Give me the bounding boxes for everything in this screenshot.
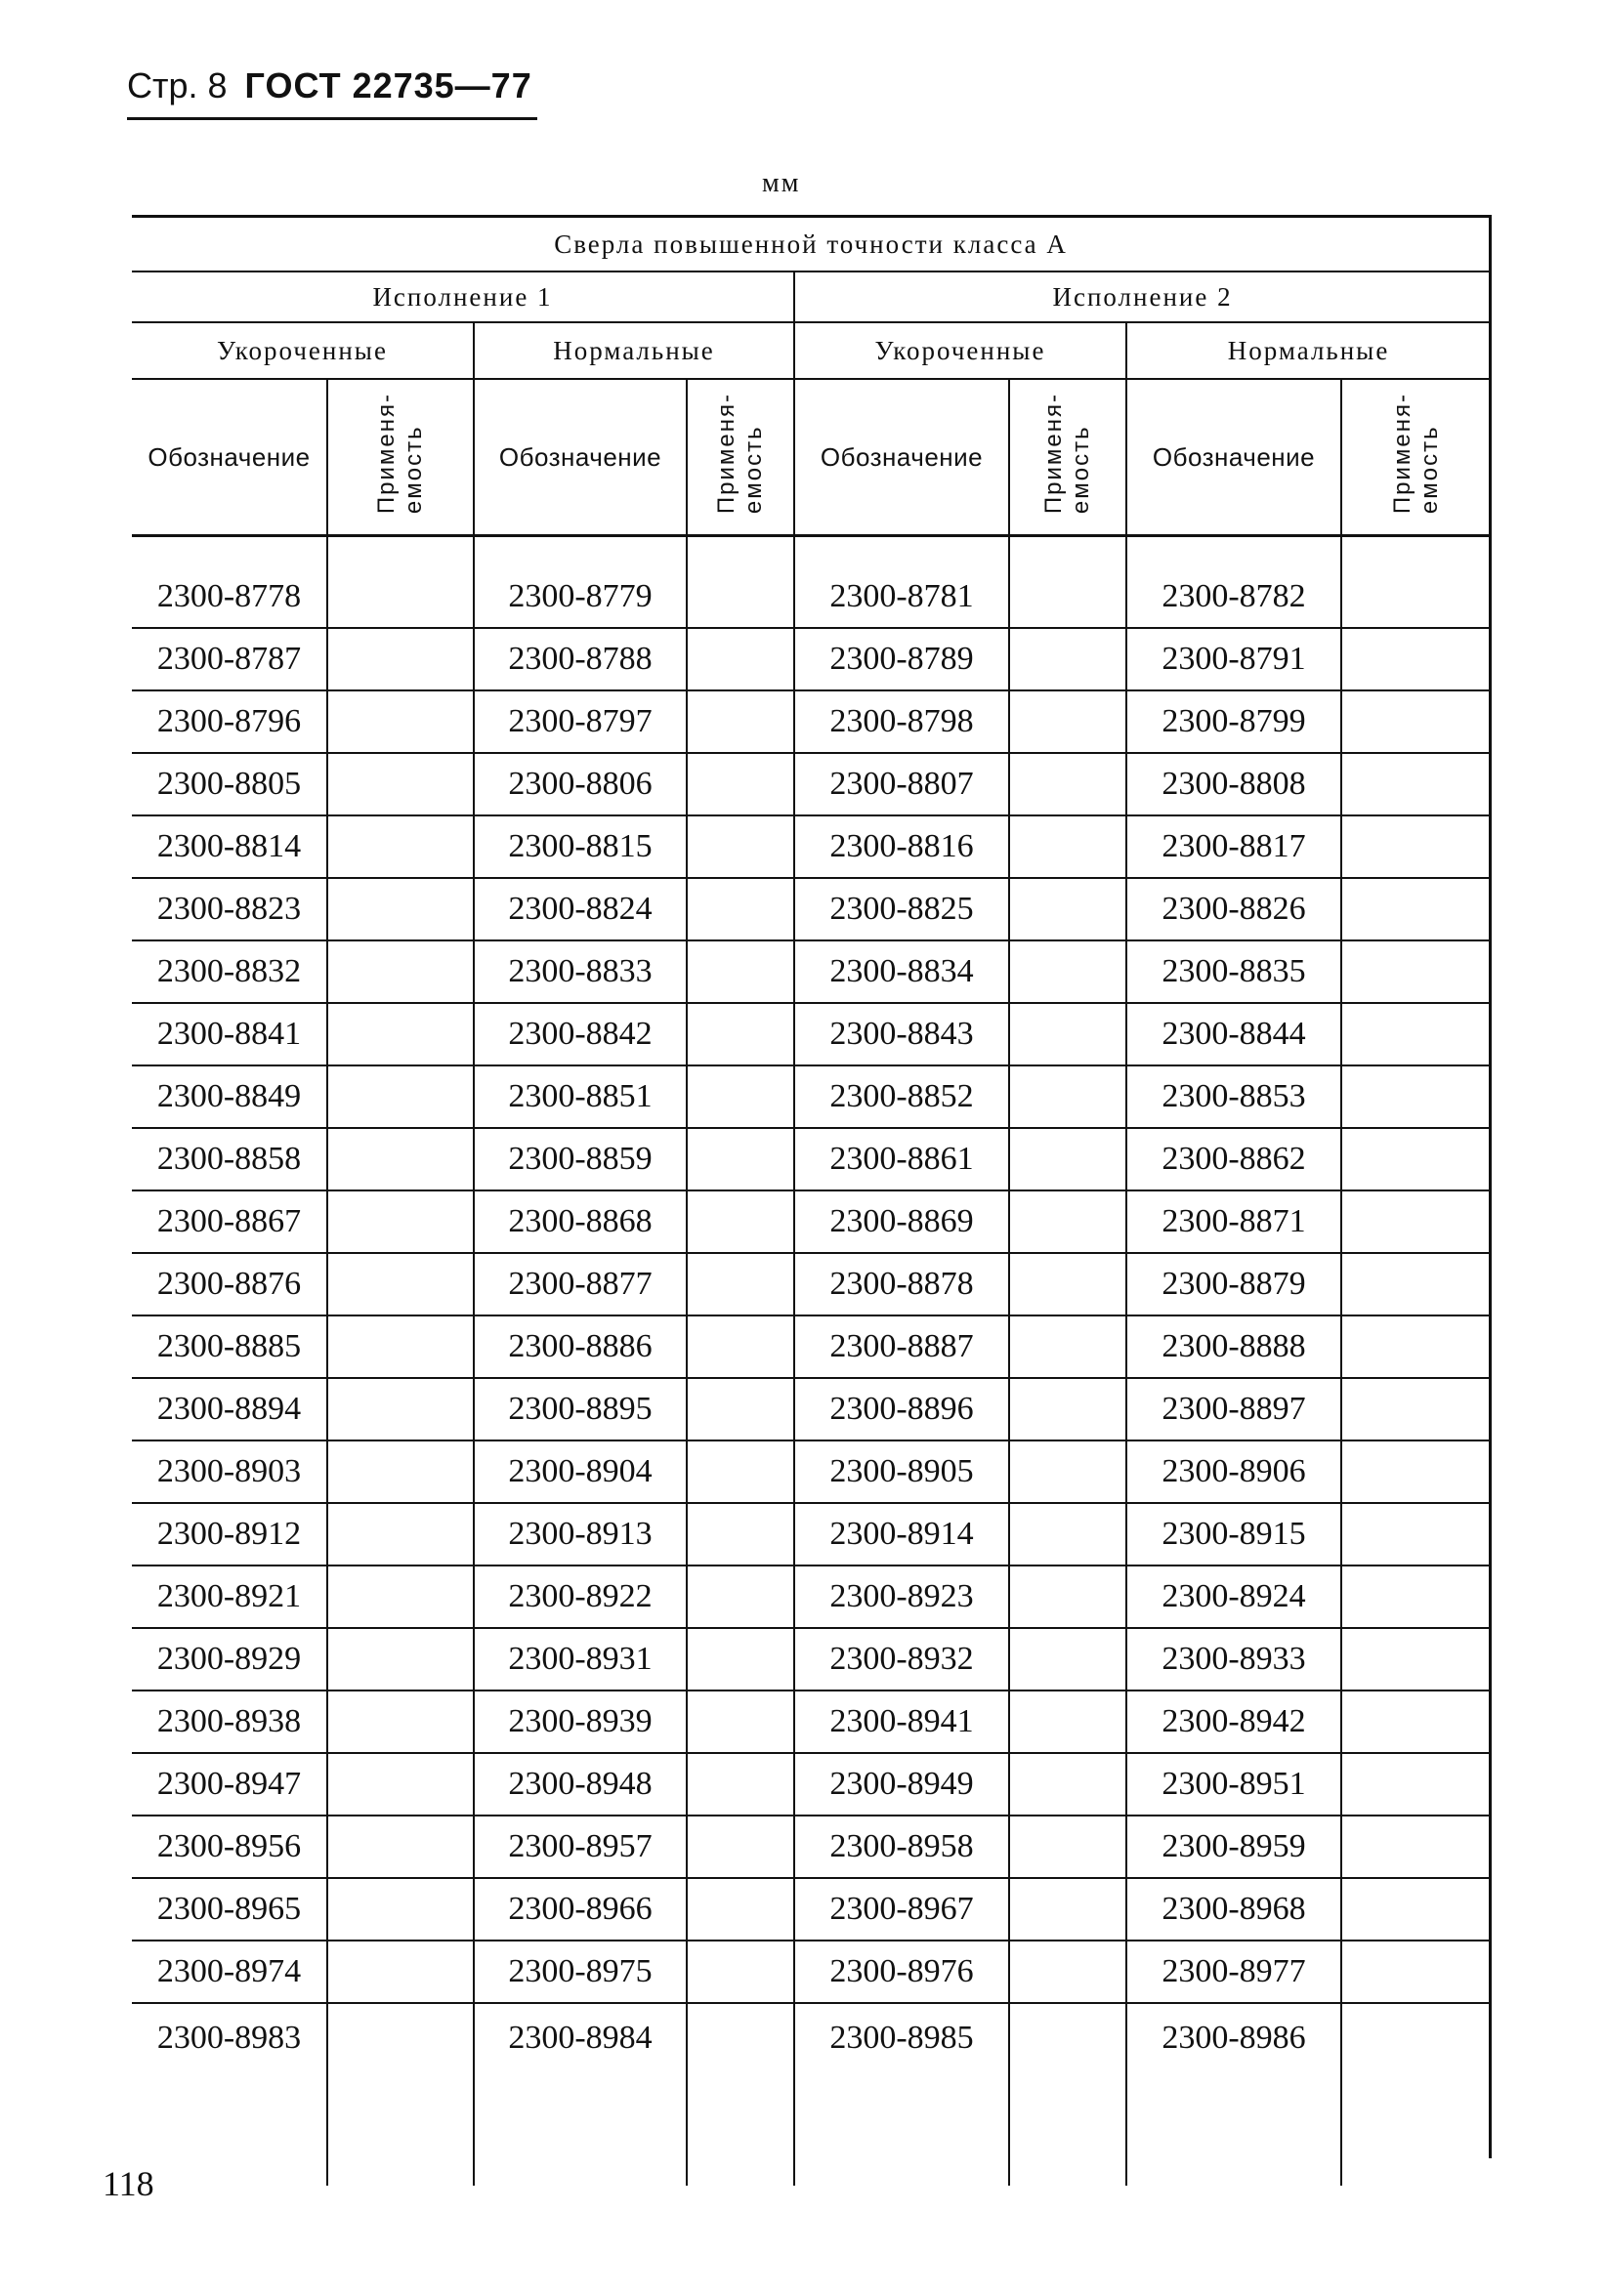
table-row: [132, 1565, 1490, 1628]
designation-cell: 2300-8942: [1126, 1691, 1341, 1753]
designation-cell: 2300-8833: [474, 940, 687, 1003]
table-row: [132, 690, 1490, 753]
applicability-cell: [327, 690, 474, 753]
applicability-cell: [1341, 1941, 1490, 2003]
designation-cell: 2300-8966: [474, 1878, 687, 1941]
drills-table: [132, 215, 1490, 2186]
designation-cell: 2300-8976: [794, 1941, 1009, 2003]
applicability-cell: [327, 628, 474, 690]
applicability-cell: [1009, 1440, 1126, 1503]
designation-cell: 2300-8923: [794, 1565, 1009, 1628]
applicability-cell: [327, 1003, 474, 1065]
applicability-cell: [327, 753, 474, 815]
applicability-cell: [687, 1753, 794, 1816]
applicability-cell: [327, 1253, 474, 1315]
table-row: [132, 1190, 1490, 1253]
applicability-cell: [1009, 690, 1126, 753]
designation-cell: 2300-8967: [794, 1878, 1009, 1941]
applicability-cell: [327, 1128, 474, 1190]
applicability-cell: [687, 1503, 794, 1565]
designation-cell: 2300-8858: [132, 1128, 327, 1190]
designation-cell: 2300-8984: [474, 2003, 687, 2186]
designation-cell: 2300-8851: [474, 1065, 687, 1128]
designation-cell: 2300-8816: [794, 815, 1009, 878]
designation-cell: 2300-8903: [132, 1440, 327, 1503]
exec1-short-header: Укороченные: [132, 322, 474, 379]
designation-cell: 2300-8871: [1126, 1190, 1341, 1253]
applicability-cell: [1009, 536, 1126, 629]
applicability-cell: [1341, 1440, 1490, 1503]
applicability-cell: [1341, 1065, 1490, 1128]
table-row: [132, 1315, 1490, 1378]
applicability-cell: [1009, 1816, 1126, 1878]
units-label: мм: [762, 168, 801, 198]
applicability-cell: [1341, 690, 1490, 753]
table-row: [132, 1503, 1490, 1565]
applicability-cell: [687, 940, 794, 1003]
exec2-normal-header: Нормальные: [1126, 322, 1490, 379]
designation-cell: 2300-8806: [474, 753, 687, 815]
designation-cell: 2300-8853: [1126, 1065, 1341, 1128]
applicability-cell: [687, 2003, 794, 2186]
execution-2-header: Исполнение 2: [794, 271, 1490, 322]
applicability-cell: [1341, 1315, 1490, 1378]
designation-cell: 2300-8788: [474, 628, 687, 690]
designation-header-2: Обозначение: [474, 379, 687, 536]
table-row: [132, 2003, 1490, 2186]
designation-cell: 2300-8975: [474, 1941, 687, 2003]
applicability-cell: [687, 1628, 794, 1691]
applicability-cell: [687, 878, 794, 940]
designation-cell: 2300-8912: [132, 1503, 327, 1565]
designation-cell: 2300-8869: [794, 1190, 1009, 1253]
applicability-cell: [687, 690, 794, 753]
applicability-cell: [1341, 1190, 1490, 1253]
exec1-normal-header: Нормальные: [474, 322, 794, 379]
applicability-cell: [1341, 536, 1490, 629]
designation-cell: 2300-8915: [1126, 1503, 1341, 1565]
applicability-cell: [687, 753, 794, 815]
designation-cell: 2300-8887: [794, 1315, 1009, 1378]
designation-cell: 2300-8938: [132, 1691, 327, 1753]
designation-cell: 2300-8781: [794, 536, 1009, 629]
applicability-cell: [327, 815, 474, 878]
applicability-cell: [327, 1941, 474, 2003]
designation-cell: 2300-8986: [1126, 2003, 1341, 2186]
applicability-cell: [327, 1628, 474, 1691]
designation-cell: 2300-8913: [474, 1503, 687, 1565]
designation-cell: 2300-8949: [794, 1753, 1009, 1816]
applicability-cell: [1341, 628, 1490, 690]
designation-cell: 2300-8868: [474, 1190, 687, 1253]
page-label: Стр. 8: [127, 65, 228, 105]
designation-cell: 2300-8805: [132, 753, 327, 815]
designation-cell: 2300-8796: [132, 690, 327, 753]
designation-cell: 2300-8985: [794, 2003, 1009, 2186]
table-row: [132, 1128, 1490, 1190]
applicability-cell: [687, 1878, 794, 1941]
designation-cell: 2300-8808: [1126, 753, 1341, 815]
designation-cell: 2300-8894: [132, 1378, 327, 1440]
applicability-cell: [1341, 1691, 1490, 1753]
table-row: [132, 1691, 1490, 1753]
applicability-cell: [1341, 1503, 1490, 1565]
designation-cell: 2300-8983: [156, 2020, 302, 2056]
designation-cell: 2300-8906: [1126, 1440, 1341, 1503]
designation-cell: 2300-8957: [474, 1816, 687, 1878]
designation-cell: 2300-8807: [794, 753, 1009, 815]
designation-cell: 2300-8922: [474, 1565, 687, 1628]
table-row: [132, 1253, 1490, 1315]
designation-cell: 2300-8951: [1126, 1753, 1341, 1816]
applicability-cell: [327, 1565, 474, 1628]
designation-cell: 2300-8862: [1126, 1128, 1341, 1190]
designation-cell: 2300-8878: [794, 1253, 1009, 1315]
designation-cell: 2300-8824: [474, 878, 687, 940]
designation-cell: 2300-8885: [132, 1315, 327, 1378]
designation-cell: 2300-8931: [474, 1628, 687, 1691]
applicability-cell: [1341, 2003, 1490, 2186]
applicability-cell: [327, 878, 474, 940]
applicability-cell: [327, 536, 474, 629]
table-title: Сверла повышенной точности класса А: [132, 217, 1490, 272]
applicability-cell: [1009, 1565, 1126, 1628]
applicability-header-1: Применя- емость: [327, 379, 474, 536]
designation-cell: 2300-8852: [794, 1065, 1009, 1128]
applicability-cell: [687, 628, 794, 690]
designation-cell: 2300-8956: [132, 1816, 327, 1878]
applicability-cell: [1009, 1003, 1126, 1065]
designation-cell: 2300-8825: [794, 878, 1009, 940]
applicability-cell: [687, 815, 794, 878]
applicability-cell: [327, 1816, 474, 1878]
designation-cell: 2300-8895: [474, 1378, 687, 1440]
applicability-cell: [687, 1691, 794, 1753]
applicability-cell: [1341, 1628, 1490, 1691]
table-row: [132, 878, 1490, 940]
applicability-cell: [327, 1503, 474, 1565]
applicability-cell: [327, 1440, 474, 1503]
designation-cell: 2300-8797: [474, 690, 687, 753]
applicability-cell: [1009, 940, 1126, 1003]
designation-cell: 2300-8914: [794, 1503, 1009, 1565]
designation-cell: 2300-8896: [794, 1378, 1009, 1440]
applicability-cell: [327, 1315, 474, 1378]
applicability-cell: [1341, 1753, 1490, 1816]
applicability-cell: [1341, 1378, 1490, 1440]
applicability-cell: [1009, 1065, 1126, 1128]
applicability-cell: [1009, 1128, 1126, 1190]
designation-cell: 2300-8815: [474, 815, 687, 878]
applicability-cell: [687, 1315, 794, 1378]
applicability-cell: [687, 1378, 794, 1440]
execution-1-header: Исполнение 1: [132, 271, 794, 322]
table-row: [132, 753, 1490, 815]
designation-cell: 2300-8817: [1126, 815, 1341, 878]
applicability-cell: [327, 1753, 474, 1816]
designation-header-1: Обозначение: [132, 379, 327, 536]
applicability-cell: [1009, 1378, 1126, 1440]
designation-cell: 2300-8787: [132, 628, 327, 690]
applicability-cell: [1341, 1128, 1490, 1190]
applicability-header-2: Применя- емость: [687, 379, 794, 536]
designation-cell: 2300-8977: [1126, 1941, 1341, 2003]
applicability-cell: [1341, 815, 1490, 878]
designation-cell: 2300-8826: [1126, 878, 1341, 940]
designation-cell: 2300-8849: [132, 1065, 327, 1128]
designation-cell: 2300-8861: [794, 1128, 1009, 1190]
applicability-cell: [327, 1190, 474, 1253]
exec2-short-header: Укороченные: [794, 322, 1126, 379]
designation-cell: 2300-8933: [1126, 1628, 1341, 1691]
designation-cell: 2300-8782: [1126, 536, 1341, 629]
designation-cell: 2300-8798: [794, 690, 1009, 753]
table-row: [132, 1440, 1490, 1503]
applicability-cell: [327, 940, 474, 1003]
designation-cell: 2300-8842: [474, 1003, 687, 1065]
designation-cell: 2300-8958: [794, 1816, 1009, 1878]
applicability-cell: [687, 1941, 794, 2003]
applicability-cell: [1009, 1753, 1126, 1816]
applicability-header-3: Применя- емость: [1009, 379, 1126, 536]
applicability-cell: [1341, 1878, 1490, 1941]
applicability-header-4: Применя- емость: [1341, 379, 1490, 536]
table-row: [132, 1628, 1490, 1691]
designation-cell: 2300-8832: [132, 940, 327, 1003]
designation-cell: 2300-8841: [132, 1003, 327, 1065]
designation-cell: 2300-8921: [132, 1565, 327, 1628]
designation-cell: 2300-8941: [794, 1691, 1009, 1753]
designation-cell: 2300-8929: [132, 1628, 327, 1691]
applicability-cell: [1009, 1190, 1126, 1253]
applicability-cell: [687, 1816, 794, 1878]
designation-cell: 2300-8905: [794, 1440, 1009, 1503]
applicability-cell: [327, 1378, 474, 1440]
applicability-cell: [1009, 1253, 1126, 1315]
designation-cell: 2300-8965: [132, 1878, 327, 1941]
designation-cell: 2300-8947: [132, 1753, 327, 1816]
applicability-cell: [687, 1190, 794, 1253]
applicability-cell: [1009, 1941, 1126, 2003]
table-row: [132, 815, 1490, 878]
applicability-cell: [1341, 878, 1490, 940]
applicability-cell: [1341, 1816, 1490, 1878]
applicability-cell: [327, 1065, 474, 1128]
designation-cell: 2300-8789: [794, 628, 1009, 690]
designation-cell: 2300-8888: [1126, 1315, 1341, 1378]
applicability-cell: [1009, 1503, 1126, 1565]
designation-cell: 2300-8886: [474, 1315, 687, 1378]
document-id: ГОСТ 22735—77: [244, 65, 532, 105]
applicability-cell: [327, 1878, 474, 1941]
designation-cell: 2300-8859: [474, 1128, 687, 1190]
designation-cell: 2300-8814: [132, 815, 327, 878]
designation-cell: 2300-8791: [1126, 628, 1341, 690]
applicability-cell: [687, 1003, 794, 1065]
designation-cell: 2300-8877: [474, 1253, 687, 1315]
applicability-cell: [687, 536, 794, 629]
table-row: [132, 1378, 1490, 1440]
applicability-cell: [687, 1253, 794, 1315]
drills-table-container: [132, 215, 1490, 2158]
designation-cell: 2300-8823: [132, 878, 327, 940]
applicability-cell: [1009, 815, 1126, 878]
designation-cell: 2300-8904: [474, 1440, 687, 1503]
designation-cell: 2300-8959: [1126, 1816, 1341, 1878]
applicability-cell: [327, 2003, 474, 2186]
applicability-cell: [1341, 940, 1490, 1003]
designation-cell: 2300-8843: [794, 1003, 1009, 1065]
designation-cell: 2300-8968: [1126, 1878, 1341, 1941]
applicability-cell: [687, 1565, 794, 1628]
designation-cell: 2300-8879: [1126, 1253, 1341, 1315]
table-row: [132, 940, 1490, 1003]
designation-cell: 2300-8779: [474, 536, 687, 629]
applicability-cell: [1009, 753, 1126, 815]
designation-cell: 2300-8778: [132, 536, 327, 629]
designation-cell: 2300-8924: [1126, 1565, 1341, 1628]
applicability-cell: [687, 1440, 794, 1503]
designation-cell: 2300-8835: [1126, 940, 1341, 1003]
table-body: [132, 536, 1490, 2187]
designation-cell: 2300-8897: [1126, 1378, 1341, 1440]
applicability-cell: [1341, 753, 1490, 815]
designation-cell: 2300-8834: [794, 940, 1009, 1003]
designation-cell: 2300-8948: [474, 1753, 687, 1816]
applicability-cell: [1009, 878, 1126, 940]
applicability-cell: [687, 1065, 794, 1128]
applicability-cell: [687, 1128, 794, 1190]
applicability-cell: [1009, 1315, 1126, 1378]
applicability-cell: [1009, 2003, 1126, 2186]
designation-cell: 2300-8844: [1126, 1003, 1341, 1065]
table-row: [132, 628, 1490, 690]
applicability-cell: [1341, 1565, 1490, 1628]
designation-cell: 2300-8939: [474, 1691, 687, 1753]
designation-header-4: Обозначение: [1126, 379, 1341, 536]
page-header: [127, 59, 537, 120]
table-row: [132, 1816, 1490, 1878]
applicability-cell: [327, 1691, 474, 1753]
table-right-border: [1489, 215, 1492, 2158]
table-row: [132, 1003, 1490, 1065]
designation-cell: 2300-8799: [1126, 690, 1341, 753]
applicability-cell: [1009, 1878, 1126, 1941]
designation-cell: 2300-8867: [132, 1190, 327, 1253]
applicability-cell: [1341, 1003, 1490, 1065]
table-row: [132, 1753, 1490, 1816]
designation-header-3: Обозначение: [794, 379, 1009, 536]
table-row: [132, 536, 1490, 629]
applicability-cell: [1009, 1691, 1126, 1753]
designation-cell: 2300-8932: [794, 1628, 1009, 1691]
page-number: 118: [103, 2164, 154, 2203]
designation-cell: 2300-8974: [132, 1941, 327, 2003]
applicability-cell: [1341, 1253, 1490, 1315]
table-row: [132, 1878, 1490, 1941]
table-row: [132, 1065, 1490, 1128]
applicability-cell: [1009, 628, 1126, 690]
applicability-cell: [1009, 1628, 1126, 1691]
table-row: [132, 1941, 1490, 2003]
designation-cell: 2300-8876: [132, 1253, 327, 1315]
